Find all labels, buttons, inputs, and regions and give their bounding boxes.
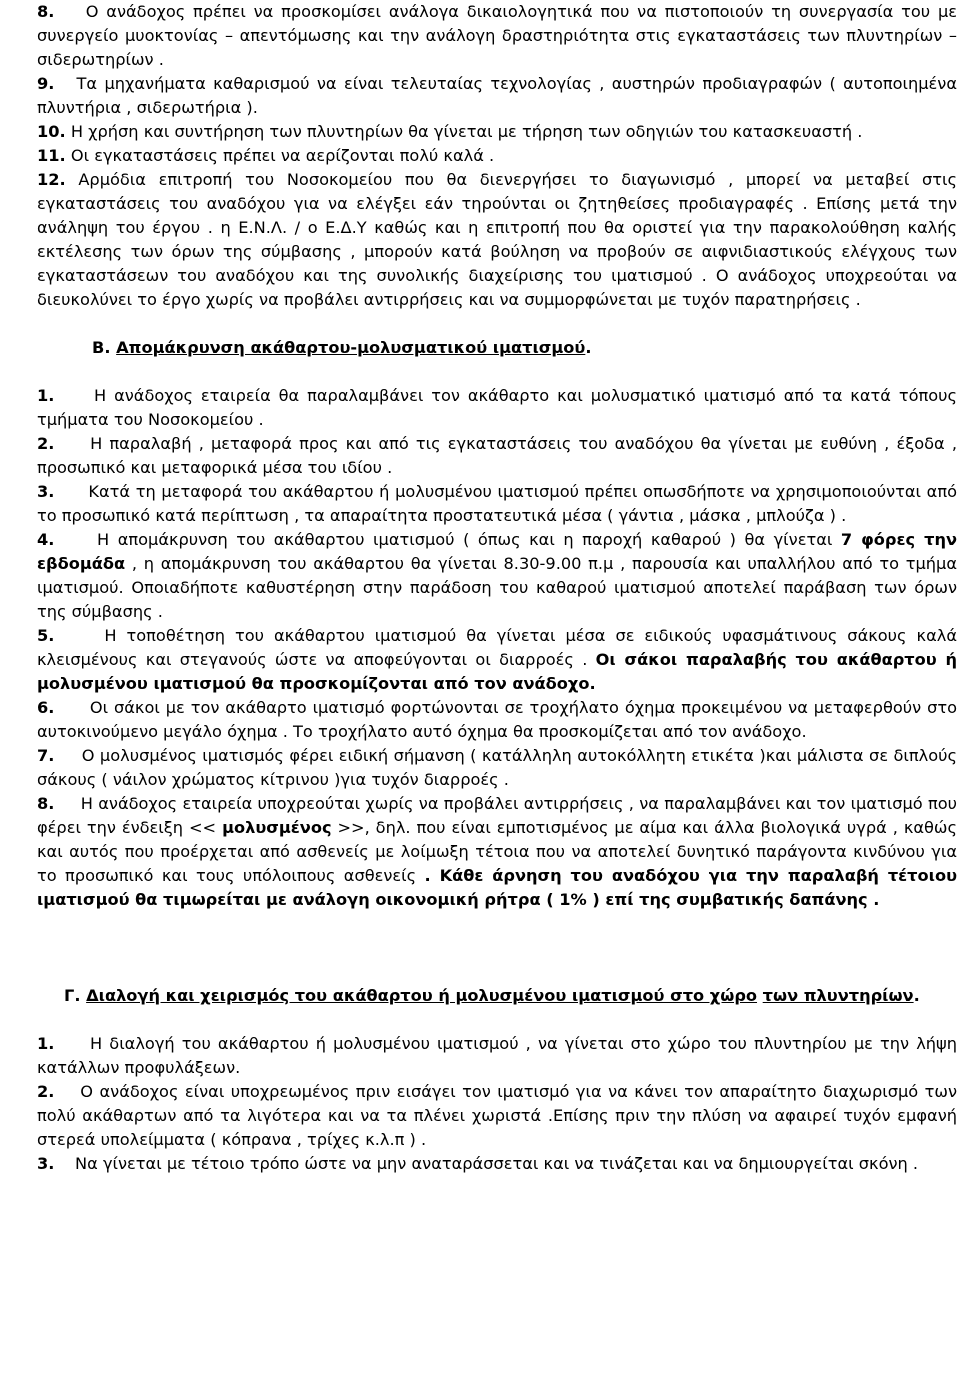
b-item-7 [37,744,957,792]
section-c-heading [37,984,957,1008]
section-title-cont: των πλυντηρίων [762,986,914,1005]
item-number: 12. [37,170,66,189]
item-number: 7. [37,746,55,765]
item-text-bold: 7 φόρες την εβδομάδα [37,530,957,573]
item-text: Η ανάδοχος εταιρεία υποχρεούται χωρίς να προβάλει αντιρρήσεις , να παραλαμβάνει και τον ιματισμό που φέρει την ένδειξη << [37,794,958,837]
item-text: Η χρήση και συντήρηση των πλυντηρίων θα γίνεται με τήρηση των οδηγιών του κατασκευαστή . [70,122,863,141]
document-page [37,0,957,1176]
item-number: 6. [37,698,55,717]
item-9 [37,72,957,120]
spacer [37,312,957,336]
item-number: 2. [37,434,55,453]
item-text-bold: μολυσμένος [222,818,332,837]
item-11 [37,144,957,168]
item-10 [37,120,957,144]
section-title-end: . [585,338,592,357]
b-item-2 [37,432,957,480]
b-item-6 [37,696,957,744]
b-item-3 [37,480,957,528]
b-item-5 [37,624,957,696]
item-8 [37,0,957,72]
item-text-bold: . Κάθε άρνηση του αναδόχου για την παραλαβή τέτοιου ιματισμού θα τιμωρείται με ανάλογη οικονομική ρήτρα ( 1% ) επί της συμβατικής δαπάνης . [37,866,957,909]
item-text: Αρμόδια επιτροπή του Νοσοκομείου που θα διενεργήσει το διαγωνισμό , μπορεί να μεταβεί στις εγκαταστάσεις του αναδόχου για να ελέγξει εάν τηρούνται οι ζητηθείσες προδιαγραφές . Επίσης μετά την ανάληψη του έργου . η Ε.Ν.Λ. / ο Ε.Δ.Υ καθώς και η επιτροπή που θα οριστεί για την παρακολούθηση καλής εκτέλεσης των όρων της σύμβασης , μπορούν κατά βούληση να προβούν σε αιφνιδιαστικούς ελέγχους των εγκαταστάσεων του αναδόχου και της συνολικής διαχείρισης του ιματισμού . Ο ανάδοχος υποχρεούται να διευκολύνει το έργο χωρίς να προβάλει αντιρρήσεις και να συμμορφώνεται με τυχόν παρατηρήσεις . [37,170,957,309]
b-item-8 [37,792,957,912]
item-text: Οι εγκαταστάσεις πρέπει να αερίζονται πολύ καλά . [70,146,495,165]
section-b-heading [37,336,957,360]
section-letter: Β. [92,338,111,357]
item-number: 3. [37,1154,55,1173]
spacer [37,936,957,960]
item-text: Τα μηχανήματα καθαρισμού να είναι τελευταίας τεχνολογίας , αυστηρών προδιαγραφών ( αυτοποιημένα πλυντήρια , σιδερωτήρια ). [37,74,957,117]
item-number: 11. [37,146,66,165]
item-text: Η παραλαβή , μεταφορά προς και από τις εγκαταστάσεις του αναδόχου θα γίνεται με ευθύνη , έξοδα , προσωπικό και μεταφορικά μέσα του ιδίου . [37,434,957,477]
item-text: Ο ανάδοχος πρέπει να προσκομίσει ανάλογα δικαιολογητικά που να πιστοποιούν τη συνεργασία του με συνεργείο μυοκτονίας – απεντόμωσης και την ανάλογη δραστηριότητα στις εγκαταστάσεις των πλυντηρίων – σιδερωτηρίων . [37,2,957,69]
spacer [37,360,957,384]
section-title-end: . [913,986,920,1005]
item-text: >>, δηλ. που είναι εμποτισμένος με αίμα και άλλα βιολογικά υγρά , καθώς και αυτός που προέρχεται από ασθενείς με λοίμωξη τέτοια που να αποτελεί δυνητικό παράγοντα κινδύνου για το προσωπικό και τους υπόλοιπους ασθενείς [37,818,957,885]
item-number: 5. [37,626,55,645]
c-item-1 [37,1032,957,1080]
item-12 [37,168,957,312]
section-title: Διαλογή και χειρισμός του ακάθαρτου ή μολυσμένου ιματισμού στο χώρο [86,986,758,1005]
c-item-3 [37,1152,957,1176]
item-number: 8. [37,794,55,813]
section-title: Απομάκρυνση ακάθαρτου-μολυσματικού ιματισμού [116,338,586,357]
item-number: 9. [37,74,55,93]
item-text: Κατά τη μεταφορά του ακάθαρτου ή μολυσμένου ιματισμού πρέπει οπωσδήποτε να χρησιμοποιούνται από το προσωπικό κατά περίπτωση , τα απαραίτητα προστατευτικά μέσα ( γάντια , μάσκα , μπλούζα ) . [37,482,958,525]
item-number: 1. [37,1034,55,1053]
item-text: Η απομάκρυνση του ακάθαρτου ιματισμού ( όπως και η παροχή καθαρού ) θα γίνεται [97,530,841,549]
item-text: Ο ανάδοχος είναι υποχρεωμένος πριν εισάγει τον ιματισμό για να κάνει τον απαραίτητο διαχωρισμό των πολύ ακάθαρτων από τα λιγότερα και να τα πλένει χωριστά .Επίσης πριν την πλύση να αφαιρεί τυχόν εμφανή στερεά υπολείμματα ( κόπρανα , τρίχες κ.λ.π ) . [37,1082,957,1149]
item-number: 1. [37,386,55,405]
item-number: 2. [37,1082,55,1101]
spacer [37,1008,957,1032]
item-text: Ο μολυσμένος ιματισμός φέρει ειδική σήμανση ( κατάλληλη αυτοκόλλητη ετικέτα )και μάλιστα σε διπλούς σάκους ( νάιλον χρώματος κίτρινου )για τυχόν διαρροές . [37,746,958,789]
spacer [37,912,957,936]
item-text: Οι σάκοι με τον ακάθαρτο ιματισμό φορτώνονται σε τροχήλατο όχημα προκειμένου να μεταφερθούν στο αυτοκινούμενο μεγάλο όχημα . Το τροχήλατο αυτό όχημα θα προσκομίζεται από τον ανάδοχο. [37,698,957,741]
item-number: 8. [37,2,55,21]
item-number: 4. [37,530,55,549]
b-item-4 [37,528,957,624]
item-text: Η διαλογή του ακάθαρτου ή μολυσμένου ιματισμού , να γίνεται στο χώρο του πλυντηρίου με την λήψη κατάλλων προφυλάξεων. [37,1034,957,1077]
spacer [37,960,957,984]
c-item-2 [37,1080,957,1152]
item-text: Να γίνεται με τέτοιο τρόπο ώστε να μην αναταράσσεται και να τινάζεται και να δημιουργείται σκόνη . [75,1154,919,1173]
item-text: Η τοποθέτηση του ακάθαρτου ιματισμού θα γίνεται μέσα σε ειδικούς υφασμάτινους σάκους καλά κλεισμένους και στεγανούς ώστε να αποφεύγονται οι διαρροές . [37,626,957,669]
item-text: , η απομάκρυνση του ακάθαρτου θα γίνεται 8.30-9.00 π.μ , παρουσία και υπαλλήλου από το τμήμα ιματισμού. Οποιαδήποτε καθυστέρηση στην παράδοση του καθαρού ιματισμού αποτελεί παράβαση των όρων της σύμβασης . [37,554,957,621]
item-number: 10. [37,122,66,141]
item-text-bold: Οι σάκοι παραλαβής του ακάθαρτου ή μολυσμένου ιματισμού θα προσκομίζονται από τον ανάδοχο. [37,650,957,693]
item-number: 3. [37,482,55,501]
b-item-1 [37,384,957,432]
section-letter: Γ. [64,986,81,1005]
item-text: Η ανάδοχος εταιρεία θα παραλαμβάνει τον ακάθαρτο και μολυσματικό ιματισμό από τα κατά τόπους τμήματα του Νοσοκομείου . [37,386,957,429]
